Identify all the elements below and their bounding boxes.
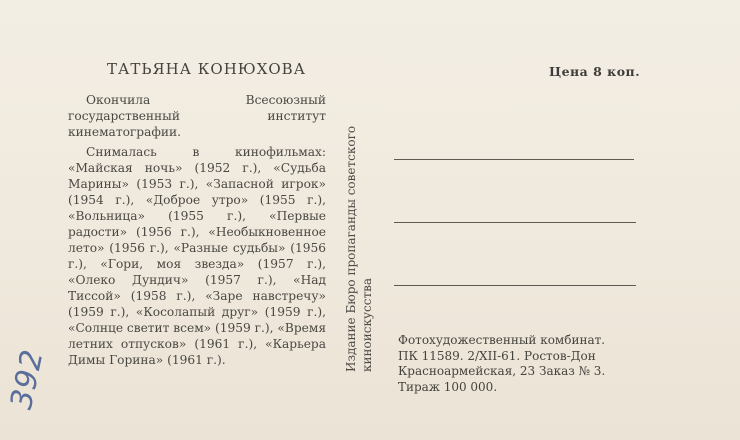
address-line-2: [394, 222, 636, 223]
handwritten-number: 392: [4, 346, 51, 413]
price-label: Цена 8 коп.: [549, 64, 641, 79]
education-paragraph: Окончила Всесоюзный государственный институт кинематографии.: [68, 93, 326, 139]
imprint-line-4: Тираж 100 000.: [398, 379, 498, 394]
publisher-line-2: киноискусства: [360, 278, 374, 372]
imprint-line-2: ПК 11589. 2/XII-61. Ростов-Дон: [398, 348, 596, 363]
imprint-line-1: Фотохудожественный комбинат.: [398, 333, 606, 347]
address-line-3: [394, 285, 636, 286]
filmography-paragraph: Снималась в кинофильмах: «Майская ночь» (1952 г.), «Судьба Марины» (1953 г.), «Запасной игрок» (1954 г.), «Доброе утро» (1955 г.), «Вольница» (1955 г.), «Первые радости» (1956 г.), «Необыкновенное лето» (1956 г.), «Разные судьбы» (1956 г.), «Гори, моя звезда» (1957 г.), «Олеко Дундич» (1957 г.), «Над Тиссой» (1958 г.), «Заре навстречу» (1959 г.), «Косолапый друг» (1959 г.), «Солнце светит всем» (1959 г.), «Время летних отпусков» (1961 г.), «Карьера Димы Горина» (1961 г.).: [68, 145, 327, 367]
address-line-1: [394, 159, 634, 160]
publisher-vertical-text: [343, 126, 375, 372]
printer-imprint: [398, 333, 658, 395]
actress-name-title: ТАТЬЯНА КОНЮХОВА: [107, 60, 307, 78]
biography-text: [68, 92, 326, 372]
imprint-line-3: Красноармейская, 23 Заказ № 3.: [398, 364, 606, 378]
publisher-line-1: Издание Бюро пропаганды советского: [344, 125, 358, 372]
